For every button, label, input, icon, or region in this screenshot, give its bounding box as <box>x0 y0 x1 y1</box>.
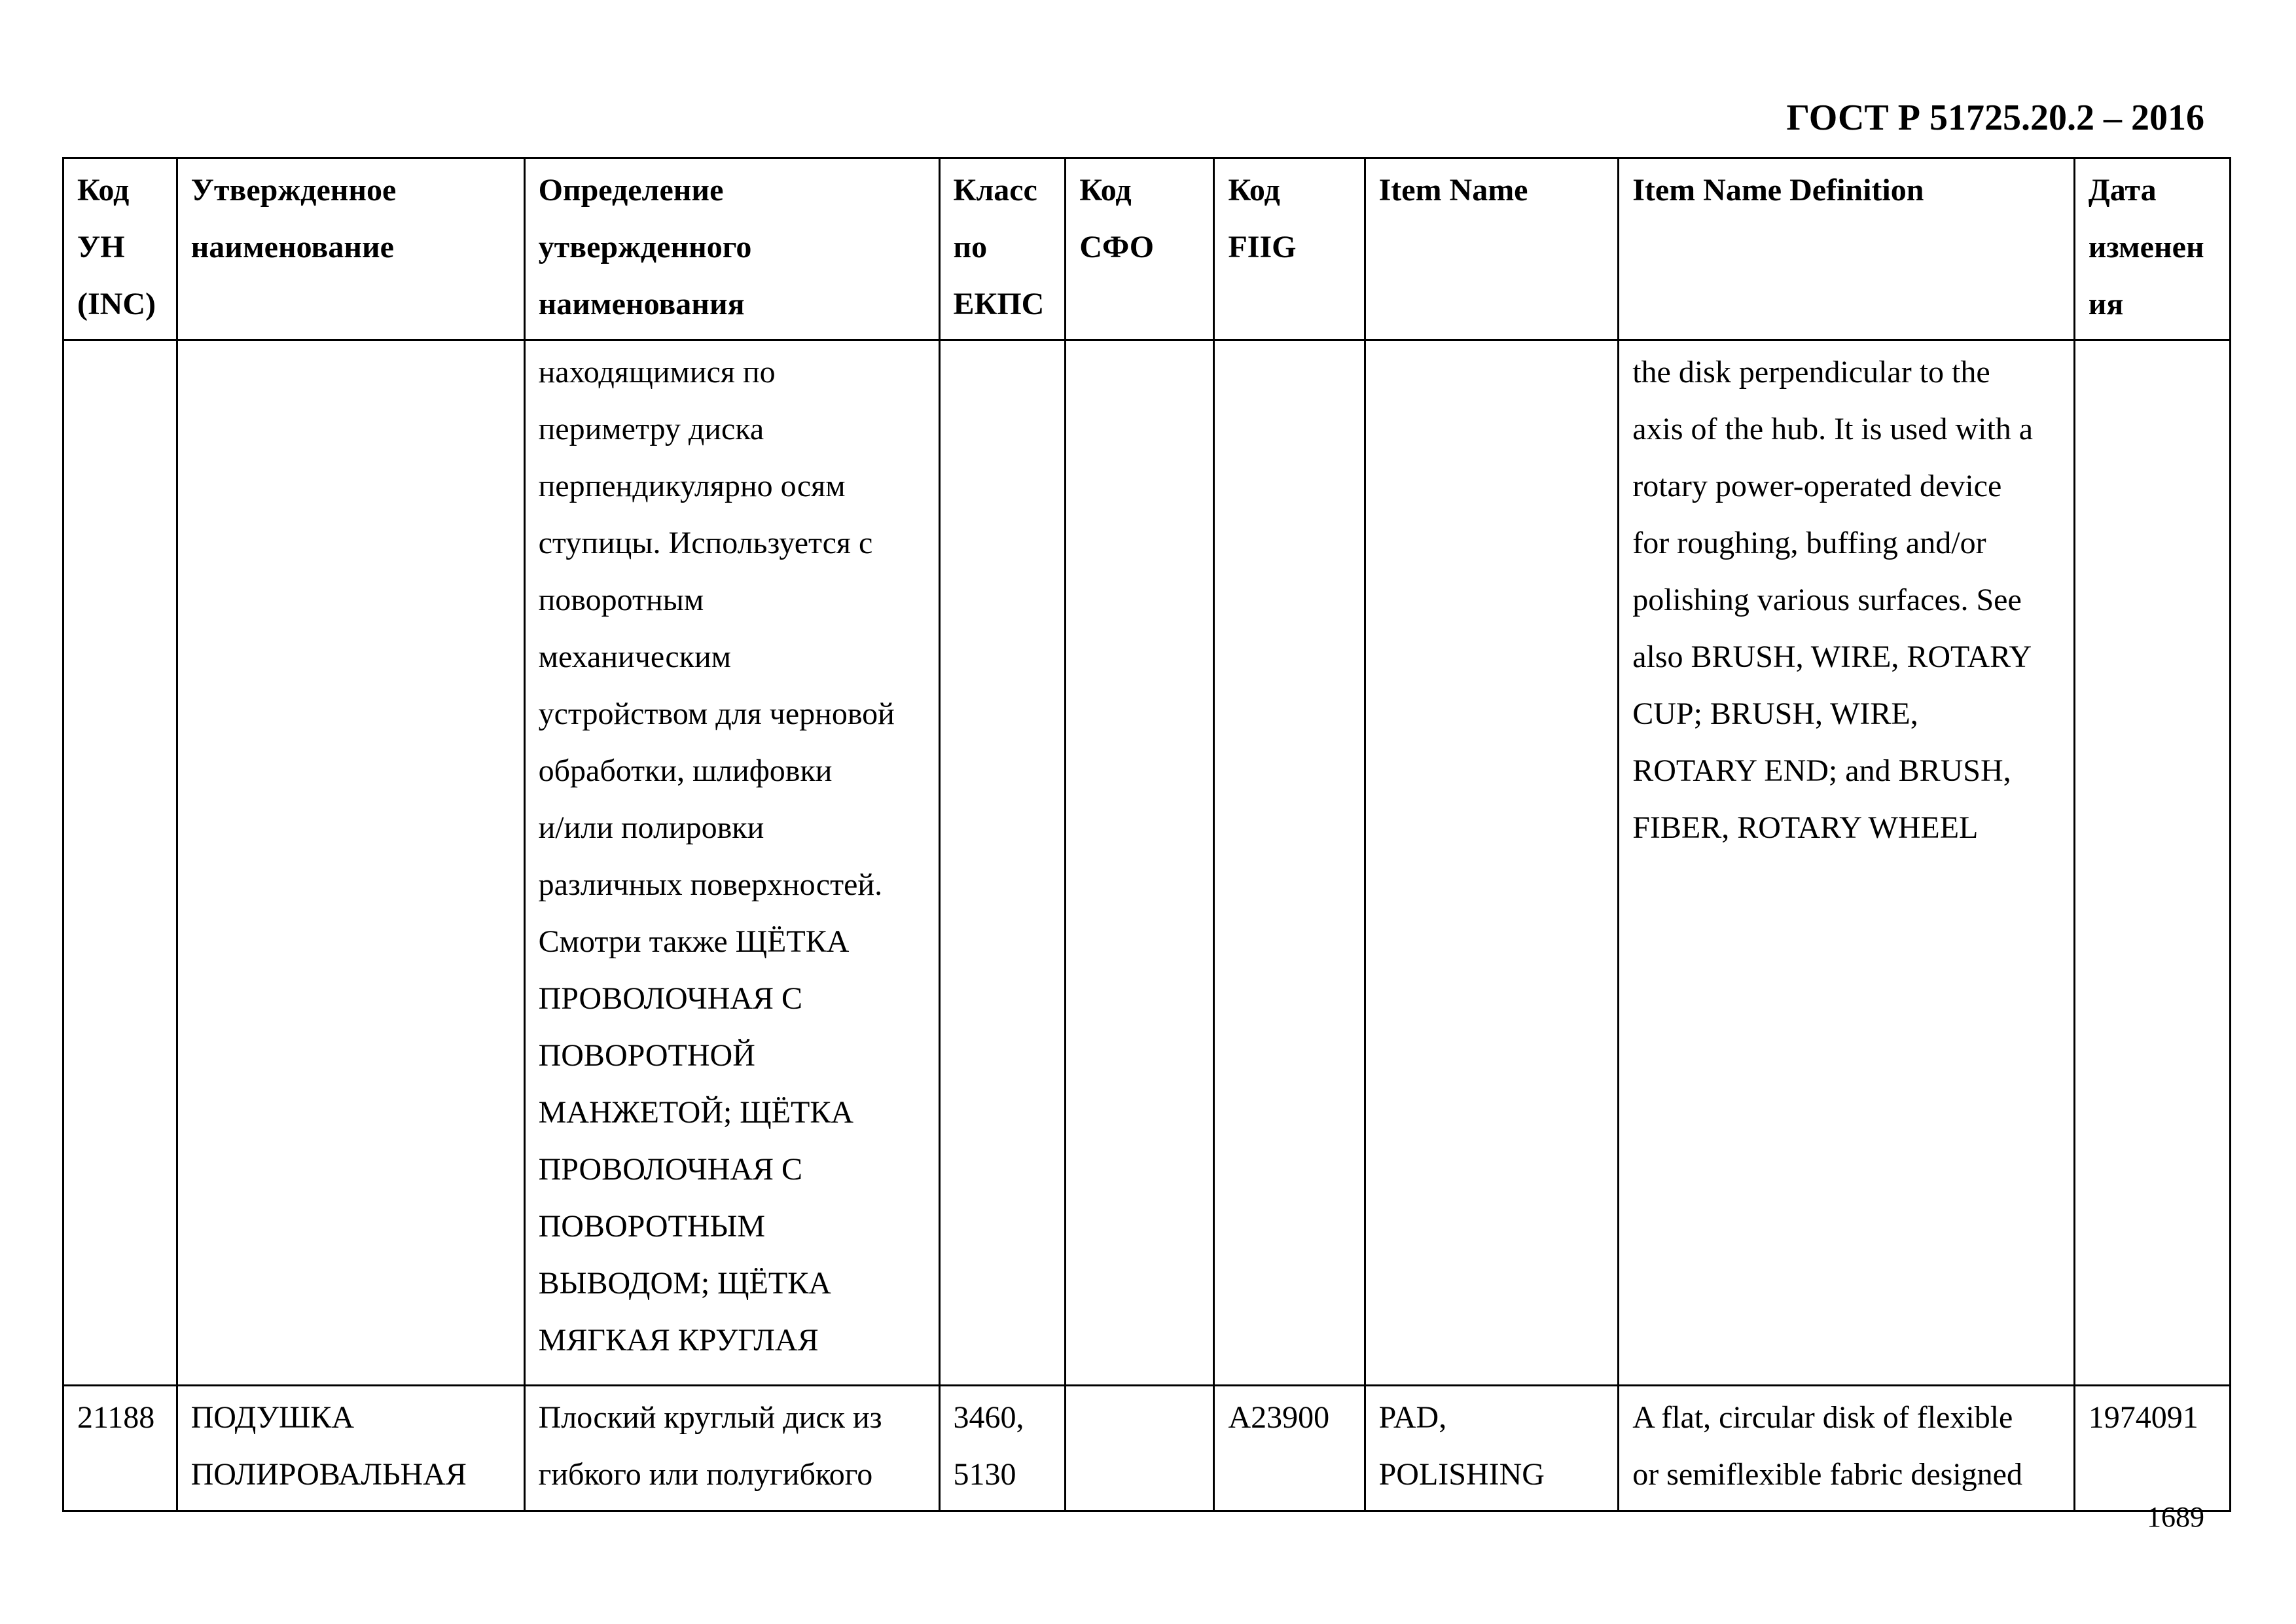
page-number: 1689 <box>2147 1501 2204 1533</box>
document-code-header: ГОСТ Р 51725.20.2 – 2016 <box>1786 98 2204 138</box>
header-class: Класс по ЕКПС <box>939 158 1066 340</box>
table-header-row <box>63 158 2231 340</box>
cell-sfo-code <box>1066 1386 1214 1511</box>
header-sfo-code: Код СФО <box>1066 158 1214 340</box>
cell-change-date <box>2074 340 2230 1386</box>
cell-class: 3460, 5130 <box>939 1386 1066 1511</box>
header-definition: Определение утвержденного наименования <box>524 158 939 340</box>
cell-item-name: PAD, POLISHING <box>1365 1386 1619 1511</box>
cell-fiig-code <box>1214 340 1365 1386</box>
cell-definition: находящимися по периметру диска перпендикулярно осям ступицы. Используется с поворотным механическим устройством для черновой обработки, шлифовки и/или полировки различных поверхностей. Смотри также ЩЁТКА ПРОВОЛОЧНАЯ С ПОВОРОТНОЙ МАНЖЕТОЙ; ЩЁТКА ПРОВОЛОЧНАЯ С ПОВОРОТНЫМ ВЫВОДОМ; ЩЁТКА МЯГКАЯ КРУГЛАЯ <box>524 340 939 1386</box>
cell-approved-name: ПОДУШКА ПОЛИРОВАЛЬНАЯ <box>177 1386 524 1511</box>
header-inc: Код УН (INC) <box>63 158 177 340</box>
nomenclature-table <box>62 157 2231 1512</box>
cell-change-date: 1974091 <box>2074 1386 2230 1511</box>
header-item-name: Item Name <box>1365 158 1619 340</box>
cell-inc <box>63 340 177 1386</box>
cell-fiig-code: A23900 <box>1214 1386 1365 1511</box>
cell-item-name-definition: A flat, circular disk of flexible or semiflexible fabric designed <box>1619 1386 2075 1511</box>
header-change-date: Дата изменен ия <box>2074 158 2230 340</box>
cell-inc: 21188 <box>63 1386 177 1511</box>
cell-item-name-definition: the disk perpendicular to the axis of the hub. It is used with a rotary power-operated device for roughing, buffing and/or polishing various surfaces. See also BRUSH, WIRE, ROTARY CUP; BRUSH, WIRE, ROTARY END; and BRUSH, FIBER, ROTARY WHEEL <box>1619 340 2075 1386</box>
table-row <box>63 1386 2231 1511</box>
cell-approved-name <box>177 340 524 1386</box>
cell-class <box>939 340 1066 1386</box>
header-approved-name: Утвержденное наименование <box>177 158 524 340</box>
cell-sfo-code <box>1066 340 1214 1386</box>
cell-definition: Плоский круглый диск из гибкого или полугибкого <box>524 1386 939 1511</box>
cell-item-name <box>1365 340 1619 1386</box>
header-fiig-code: Код FIIG <box>1214 158 1365 340</box>
table-row <box>63 340 2231 1386</box>
header-item-name-definition: Item Name Definition <box>1619 158 2075 340</box>
